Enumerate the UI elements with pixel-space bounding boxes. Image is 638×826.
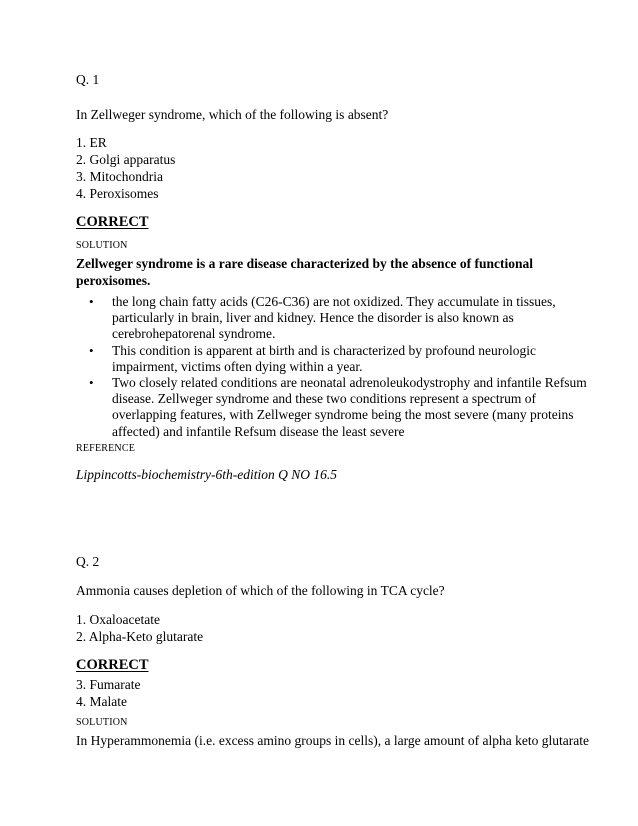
q1-option-3: 3. Mitochondria bbox=[76, 169, 163, 184]
q2-options-before bbox=[76, 611, 203, 645]
bullet-line: cerebrohepatorenal syndrome. bbox=[112, 326, 276, 342]
q1-option-1: 1. ER bbox=[76, 135, 107, 150]
bullet-line: the long chain fatty acids (C26-C36) are not oxidized. They accumulate in tissues, bbox=[112, 294, 556, 309]
q1-reference-label: REFERENCE bbox=[76, 443, 136, 454]
bullet-item bbox=[76, 343, 576, 375]
bullet-dot-icon: • bbox=[89, 294, 94, 309]
q2-question: Ammonia causes depletion of which of the following in TCA cycle? bbox=[76, 583, 445, 598]
q1-option-2: 2. Golgi apparatus bbox=[76, 152, 176, 167]
q1-solution-heading bbox=[76, 255, 556, 289]
bullet-dot-icon: • bbox=[89, 342, 94, 358]
bullet-line: particularly in brain, liver and kidney. Hence the disorder is also known as bbox=[112, 310, 514, 326]
q2-correct-label: CORRECT bbox=[76, 657, 149, 673]
q1-solution-heading-line-2: peroxisomes. bbox=[76, 273, 151, 288]
q2-solution-text: In Hyperammonemia (i.e. excess amino groups in cells), a large amount of alpha keto glutarate bbox=[76, 733, 589, 748]
q1-solution-heading-line-1: Zellweger syndrome is a rare disease characterized by the absence of functional bbox=[76, 256, 534, 271]
q1-number: Q. 1 bbox=[76, 72, 100, 87]
q2-options-after bbox=[76, 676, 140, 710]
q1-solution-label: SOLUTION bbox=[76, 240, 128, 251]
q2-option-4: 4. Malate bbox=[76, 694, 127, 709]
bullet-line: affected) and infantile Refsum disease the least severe bbox=[112, 423, 405, 439]
bullet-dot-icon: • bbox=[89, 375, 94, 391]
q1-reference: Lippincotts-biochemistry-6th-edition Q NO 16.5 bbox=[76, 467, 337, 482]
q1-options bbox=[76, 134, 175, 202]
q2-solution-label: SOLUTION bbox=[76, 717, 128, 728]
q1-option-4: 4. Peroxisomes bbox=[76, 186, 159, 201]
q2-option-3: 3. Fumarate bbox=[76, 677, 141, 692]
bullet-line: This condition is apparent at birth and is characterized by profound neurologic bbox=[112, 342, 536, 358]
bullet-line: Two closely related conditions are neonatal adrenoleukodystrophy and infantile Refsum bbox=[112, 375, 587, 391]
bullet-line: impairment, victims often dying within a year. bbox=[112, 358, 363, 374]
bullet-line: overlapping features, with Zellweger syndrome being the most severe (many proteins bbox=[112, 407, 574, 423]
q1-correct-label: CORRECT bbox=[76, 214, 149, 230]
bullet-item bbox=[76, 375, 587, 440]
q1-question: In Zellweger syndrome, which of the following is absent? bbox=[76, 107, 389, 122]
q2-option-2: 2. Alpha-Keto glutarate bbox=[76, 629, 204, 644]
q2-number: Q. 2 bbox=[76, 554, 100, 569]
q1-solution-bullets bbox=[76, 294, 587, 440]
bullet-item bbox=[76, 294, 576, 343]
bullet-line: disease. Zellweger syndrome and these two conditions represent a spectrum of bbox=[112, 391, 536, 407]
q2-option-1: 1. Oxaloacetate bbox=[76, 612, 160, 627]
